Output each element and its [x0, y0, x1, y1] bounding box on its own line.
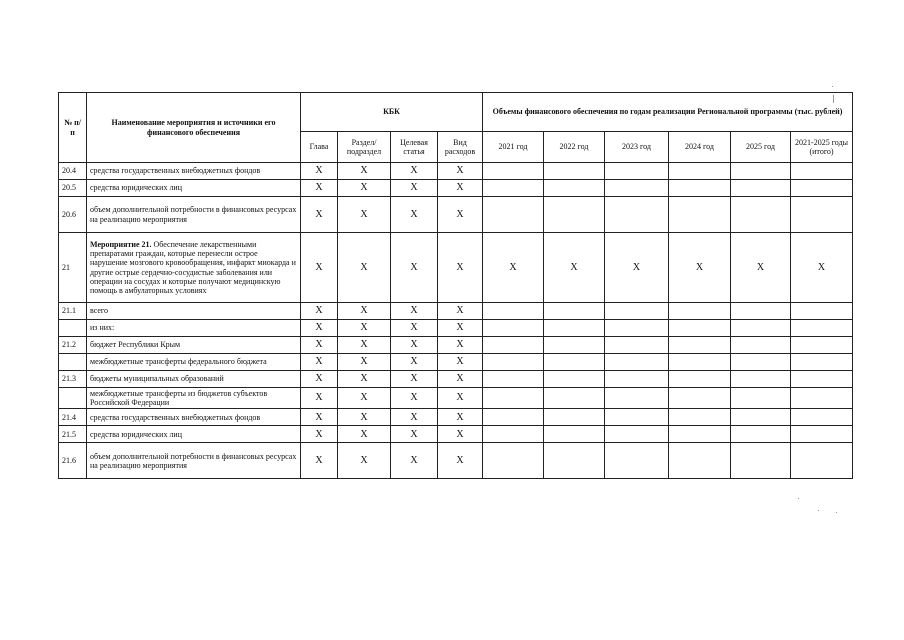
kbk-cell: Х [438, 426, 483, 443]
year-value-cell [544, 426, 605, 443]
year-value-cell [731, 180, 791, 197]
year-value-cell [669, 371, 731, 388]
year-value-cell [731, 354, 791, 371]
kbk-cell: Х [301, 354, 338, 371]
year-value-cell: Х [483, 233, 544, 303]
year-value-cell [544, 354, 605, 371]
measure-title: Мероприятие 21. [90, 239, 152, 249]
year-value-cell [791, 197, 853, 233]
year-value-cell [791, 337, 853, 354]
row-number: 21.5 [59, 426, 87, 443]
year-value-cell [483, 197, 544, 233]
kbk-cell: Х [438, 233, 483, 303]
year-value-cell [544, 180, 605, 197]
row-name: всего [87, 303, 301, 320]
kbk-cell: Х [301, 443, 338, 479]
year-value-cell [483, 337, 544, 354]
year-value-cell [544, 197, 605, 233]
col-header-volumes: Объемы финансового обеспечения по годам реализации Региональной программы (тыс. рублей) [483, 93, 853, 132]
year-value-cell [544, 388, 605, 409]
year-value-cell [791, 426, 853, 443]
year-value-cell [669, 163, 731, 180]
row-number: 21 [59, 233, 87, 303]
table-row [59, 197, 853, 233]
row-number: 21.2 [59, 337, 87, 354]
year-value-cell [791, 180, 853, 197]
year-value-cell [605, 354, 669, 371]
year-value-cell [669, 337, 731, 354]
row-name: средства государственных внебюджетных фондов [87, 163, 301, 180]
year-value-cell [605, 371, 669, 388]
col-header-year-2024: 2024 год [669, 132, 731, 163]
year-value-cell [605, 388, 669, 409]
table-row [59, 409, 853, 426]
kbk-cell: Х [391, 320, 438, 337]
year-value-cell [731, 303, 791, 320]
header-row-top [59, 93, 853, 132]
kbk-cell: Х [301, 180, 338, 197]
col-header-vid: Вид расходов [438, 132, 483, 163]
year-value-cell [731, 443, 791, 479]
kbk-cell: Х [301, 303, 338, 320]
year-value-cell [669, 197, 731, 233]
year-value-cell [791, 354, 853, 371]
year-value-cell [791, 163, 853, 180]
year-value-cell [791, 371, 853, 388]
scan-speck [798, 498, 799, 499]
year-value-cell: Х [731, 233, 791, 303]
kbk-cell: Х [338, 443, 391, 479]
kbk-cell: Х [438, 388, 483, 409]
year-value-cell [483, 426, 544, 443]
year-value-cell [791, 320, 853, 337]
year-value-cell [791, 409, 853, 426]
kbk-cell: Х [338, 337, 391, 354]
kbk-cell: Х [301, 197, 338, 233]
kbk-cell: Х [438, 180, 483, 197]
kbk-cell: Х [338, 371, 391, 388]
kbk-cell: Х [391, 354, 438, 371]
table-row [59, 388, 853, 409]
year-value-cell [605, 337, 669, 354]
year-value-cell [731, 388, 791, 409]
col-header-name: Наименование мероприятия и источники его финансового обеспечения [87, 93, 301, 163]
row-number: 20.4 [59, 163, 87, 180]
kbk-cell: Х [301, 409, 338, 426]
year-value-cell [731, 426, 791, 443]
year-value-cell [605, 443, 669, 479]
kbk-cell: Х [391, 443, 438, 479]
year-value-cell [544, 303, 605, 320]
year-value-cell [483, 443, 544, 479]
year-value-cell [669, 388, 731, 409]
kbk-cell: Х [338, 163, 391, 180]
year-value-cell [731, 409, 791, 426]
year-value-cell: Х [669, 233, 731, 303]
year-value-cell [669, 180, 731, 197]
table-row [59, 233, 853, 303]
row-number [59, 320, 87, 337]
row-number [59, 354, 87, 371]
year-value-cell [669, 443, 731, 479]
scan-speck [836, 512, 837, 513]
year-value-cell [605, 409, 669, 426]
kbk-cell: Х [338, 354, 391, 371]
row-name: бюджеты муниципальных образований [87, 371, 301, 388]
row-name: средства юридических лиц [87, 180, 301, 197]
year-value-cell [669, 354, 731, 371]
table-row [59, 180, 853, 197]
year-value-cell [544, 371, 605, 388]
year-value-cell [483, 409, 544, 426]
col-header-year-2023: 2023 год [605, 132, 669, 163]
scan-speck [832, 86, 833, 87]
kbk-cell: Х [301, 320, 338, 337]
kbk-cell: Х [391, 197, 438, 233]
year-value-cell [483, 180, 544, 197]
kbk-cell: Х [391, 163, 438, 180]
year-value-cell [605, 320, 669, 337]
row-name: бюджет Республики Крым [87, 337, 301, 354]
scan-speck [818, 510, 819, 511]
year-value-cell [605, 163, 669, 180]
row-number: 20.6 [59, 197, 87, 233]
kbk-cell: Х [438, 409, 483, 426]
kbk-cell: Х [338, 233, 391, 303]
col-header-kbk: КБК [301, 93, 483, 132]
table-row [59, 371, 853, 388]
kbk-cell: Х [338, 180, 391, 197]
row-number: 21.3 [59, 371, 87, 388]
kbk-cell: Х [301, 371, 338, 388]
col-header-year-2021: 2021 год [483, 132, 544, 163]
kbk-cell: Х [391, 233, 438, 303]
scan-speck [833, 95, 834, 103]
col-header-year-2022: 2022 год [544, 132, 605, 163]
table-row [59, 320, 853, 337]
year-value-cell [605, 180, 669, 197]
year-value-cell [731, 197, 791, 233]
kbk-cell: Х [438, 320, 483, 337]
year-value-cell [669, 426, 731, 443]
table-body [59, 163, 853, 479]
table-row [59, 443, 853, 479]
kbk-cell: Х [301, 337, 338, 354]
year-value-cell [669, 409, 731, 426]
row-number: 21.1 [59, 303, 87, 320]
year-value-cell [483, 163, 544, 180]
col-header-num: № п/п [59, 93, 87, 163]
year-value-cell [483, 388, 544, 409]
kbk-cell: Х [438, 197, 483, 233]
table-row [59, 354, 853, 371]
year-value-cell [791, 303, 853, 320]
kbk-cell: Х [338, 426, 391, 443]
year-value-cell [791, 443, 853, 479]
row-name: из них: [87, 320, 301, 337]
document-page [58, 92, 853, 479]
col-header-total: 2021-2025 годы (итого) [791, 132, 853, 163]
kbk-cell: Х [301, 163, 338, 180]
kbk-cell: Х [391, 426, 438, 443]
year-value-cell: Х [791, 233, 853, 303]
row-number: 20.5 [59, 180, 87, 197]
kbk-cell: Х [438, 163, 483, 180]
year-value-cell [544, 337, 605, 354]
year-value-cell [731, 371, 791, 388]
year-value-cell [544, 409, 605, 426]
year-value-cell [605, 426, 669, 443]
kbk-cell: Х [338, 388, 391, 409]
table-row [59, 163, 853, 180]
year-value-cell [791, 388, 853, 409]
year-value-cell [544, 163, 605, 180]
year-value-cell [483, 303, 544, 320]
kbk-cell: Х [391, 371, 438, 388]
kbk-cell: Х [438, 337, 483, 354]
year-value-cell [669, 320, 731, 337]
kbk-cell: Х [301, 233, 338, 303]
year-value-cell [544, 320, 605, 337]
year-value-cell [605, 197, 669, 233]
col-header-razdel: Раздел/ подраздел [338, 132, 391, 163]
row-name: межбюджетные трансферты из бюджетов субъектов Российской Федерации [87, 388, 301, 409]
year-value-cell: Х [544, 233, 605, 303]
col-header-year-2025: 2025 год [731, 132, 791, 163]
table-row [59, 303, 853, 320]
kbk-cell: Х [391, 180, 438, 197]
year-value-cell [731, 337, 791, 354]
kbk-cell: Х [438, 354, 483, 371]
kbk-cell: Х [391, 409, 438, 426]
year-value-cell [544, 443, 605, 479]
year-value-cell [605, 303, 669, 320]
year-value-cell [483, 371, 544, 388]
row-name: средства юридических лиц [87, 426, 301, 443]
year-value-cell [483, 320, 544, 337]
kbk-cell: Х [391, 388, 438, 409]
table-row [59, 426, 853, 443]
row-name: средства государственных внебюджетных фондов [87, 409, 301, 426]
row-name: межбюджетные трансферты федерального бюджета [87, 354, 301, 371]
measure-description: Обеспечение лекарственными препаратами граждан, которые перенесли острое нарушение мозгового кровообращения, инфаркт миокарда и другие острые сердечно-сосудистые заболевания или операции на сосудах и которые получают медицинскую помощь в амбулаторных условиях [90, 239, 296, 295]
row-number [59, 388, 87, 409]
row-name: объем дополнительной потребности в финансовых ресурсах на реализацию мероприятия [87, 197, 301, 233]
financing-table [58, 92, 853, 479]
row-number: 21.6 [59, 443, 87, 479]
row-name [87, 233, 301, 303]
col-header-glava: Глава [301, 132, 338, 163]
year-value-cell [669, 303, 731, 320]
kbk-cell: Х [338, 320, 391, 337]
kbk-cell: Х [391, 337, 438, 354]
kbk-cell: Х [438, 443, 483, 479]
year-value-cell [483, 354, 544, 371]
kbk-cell: Х [338, 303, 391, 320]
table-row [59, 337, 853, 354]
kbk-cell: Х [301, 388, 338, 409]
row-number: 21.4 [59, 409, 87, 426]
kbk-cell: Х [338, 197, 391, 233]
row-name: объем дополнительной потребности в финансовых ресурсах на реализацию мероприятия [87, 443, 301, 479]
kbk-cell: Х [391, 303, 438, 320]
kbk-cell: Х [438, 303, 483, 320]
kbk-cell: Х [438, 371, 483, 388]
col-header-target: Целевая статья [391, 132, 438, 163]
year-value-cell [731, 320, 791, 337]
kbk-cell: Х [338, 409, 391, 426]
year-value-cell: Х [605, 233, 669, 303]
year-value-cell [731, 163, 791, 180]
kbk-cell: Х [301, 426, 338, 443]
